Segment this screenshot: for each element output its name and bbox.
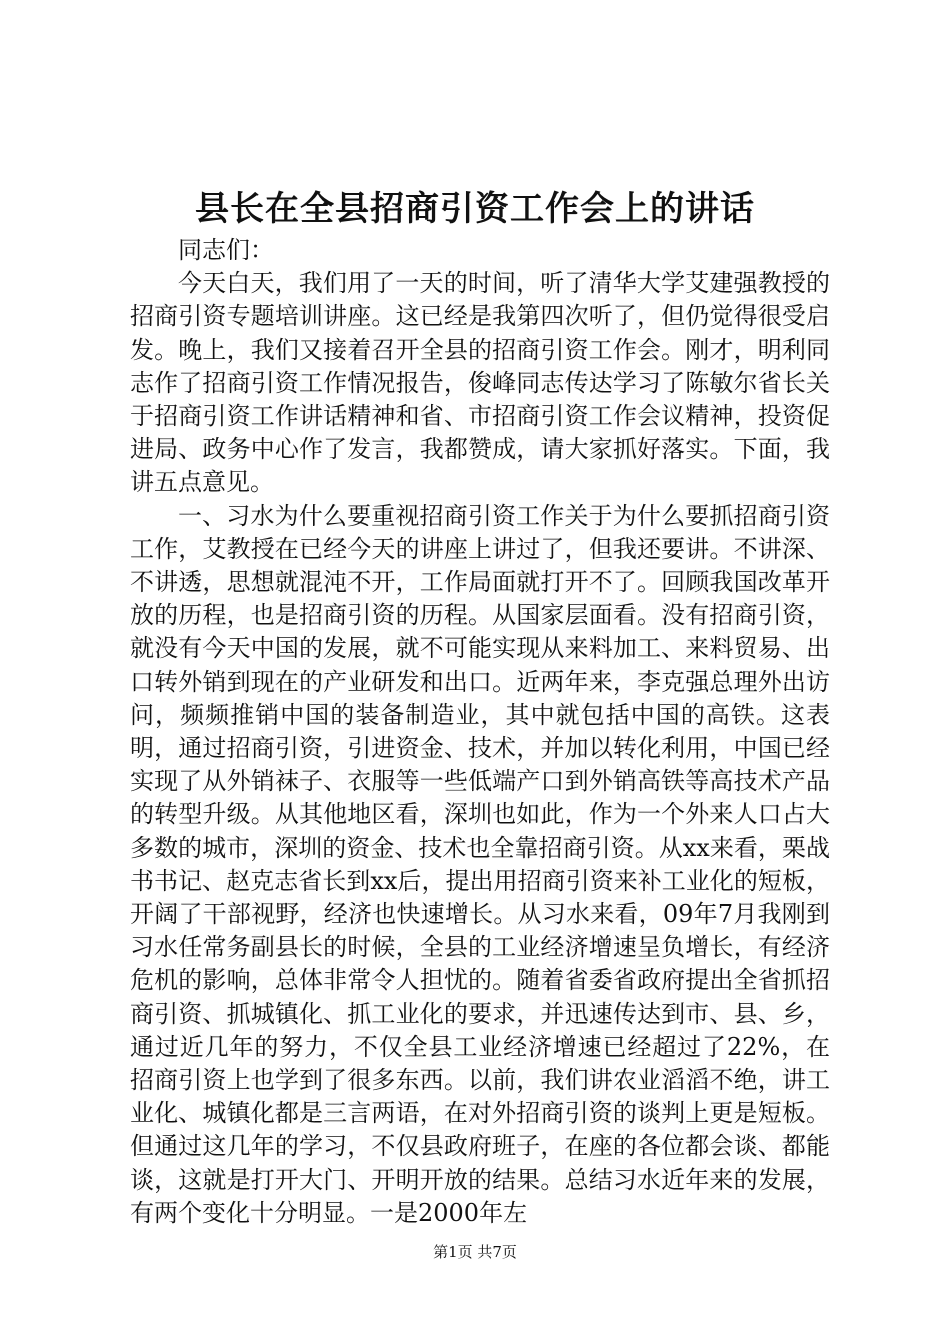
- page-footer: [0, 1241, 950, 1263]
- page-indicator: 第1页 共7页: [433, 1243, 517, 1261]
- salutation: 同志们：: [178, 236, 274, 264]
- page-title: 县长在全县招商引资工作会上的讲话: [195, 189, 755, 229]
- paragraph-2: 一、习水为什么要重视招商引资工作关于为什么要抓招商引资工作，艾教授在已经今天的讲座上讲过了，但我还要讲。不讲深、不讲透，思想就混沌不开，工作局面就打开不了。回顾我国改革开放的历程，也是招商引资的历程。从国家层面看。没有招商引资，就没有今天中国的发展，就不可能实现从来料加工、来料贸易、出口转外销到现在的产业研发和出口。近两年来，李克强总理外出访问，频频推销中国的装备制造业，其中就包括中国的高铁。这表明，通过招商引资，引进资金、技术，并加以转化利用，中国已经实现了从外销袜子、衣服等一些低端产口到外销高铁等高技术产品的转型升级。从其他地区看，深圳也如此，作为一个外来人口占大多数的城市，深圳的资金、技术也全靠招商引资。从xx来看，栗战书书记、赵克志省长到xx后，提出用招商引资来补工业化的短板，开阔了干部视野，经济也快速增长。从习水来看，09年7月我刚到习水任常务副县长的时候，全县的工业经济增速呈负增长，有经济危机的影响，总体非常令人担忧的。随着省委省政府提出全省抓招商引资、抓城镇化、抓工业化的要求，并迅速传达到市、县、乡，通过近几年的努力，不仅全县工业经济增速已经超过了22%，在招商引资上也学到了很多东西。以前，我们讲农业滔滔不绝，讲工业化、城镇化都是三言两语，在对外招商引资的谈判上更是短板。但通过这几年的学习，不仅县政府班子，在座的各位都会谈、都能谈，这就是打开大门、开明开放的结果。总结习水近年来的发展，有两个变化十分明显。一是2000年左: [130, 501, 830, 1227]
- document-body: [130, 234, 830, 1230]
- paragraph-1: 今天白天，我们用了一天的时间，听了清华大学艾建强教授的招商引资专题培训讲座。这已经是我第四次听了，但仍觉得很受启发。晚上，我们又接着召开全县的招商引资工作会。刚才，明利同志作了招商引资工作情况报告，俊峰同志传达学习了陈敏尔省长关于招商引资工作讲话精神和省、市招商引资工作会议精神，投资促进局、政务中心作了发言，我都赞成，请大家抓好落实。下面，我讲五点意见。: [130, 269, 830, 497]
